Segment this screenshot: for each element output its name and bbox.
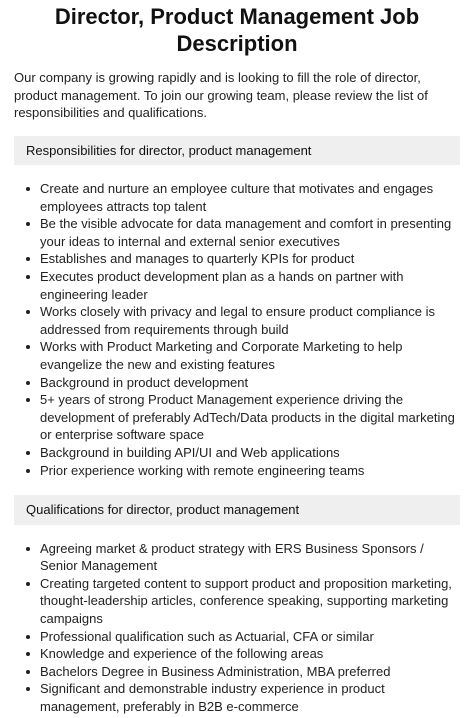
list-item: Background in building API/UI and Web applications [40, 444, 460, 462]
list-item: 5+ years of strong Product Management experience driving the development of preferably AdTech/Data products in the digital marketing or enterprise software space [40, 391, 460, 444]
list-item: Professional qualification such as Actuarial, CFA or similar [40, 628, 460, 646]
list-item: Agreeing market & product strategy with ERS Business Sponsors / Senior Management [40, 540, 460, 575]
list-item: Be the visible advocate for data management and comfort in presenting your ideas to internal and external senior executives [40, 215, 460, 250]
list-item: Works with Product Marketing and Corporate Marketing to help evangelize the new and existing features [40, 338, 460, 373]
list-item: Background in product development [40, 374, 460, 392]
qualifications-heading: Qualifications for director, product management [14, 495, 460, 525]
responsibilities-heading: Responsibilities for director, product management [14, 136, 460, 166]
list-item: Executes product development plan as a hands on partner with engineering leader [40, 268, 460, 303]
intro-paragraph: Our company is growing rapidly and is looking to fill the role of director, product management. To join our growing team, please review the list of responsibilities and qualifications. [14, 70, 428, 120]
list-item: Works closely with privacy and legal to ensure product compliance is addressed from requirements through build [40, 303, 460, 338]
responsibilities-list [14, 180, 460, 479]
list-item: Create and nurture an employee culture that motivates and engages employees attracts top talent [40, 180, 460, 215]
list-item: Establishes and manages to quarterly KPIs for product [40, 250, 460, 268]
list-item: Bachelors Degree in Business Administration, MBA preferred [40, 663, 460, 681]
list-item: Prior experience working with remote engineering teams [40, 462, 460, 480]
list-item: Knowledge and experience of the following areas [40, 645, 460, 663]
page-title: Director, Product Management Job Description [54, 4, 420, 56]
qualifications-list [14, 540, 460, 716]
list-item: Creating targeted content to support product and proposition marketing, thought-leadership articles, conference speaking, supporting marketing campaigns [40, 575, 460, 628]
list-item: Significant and demonstrable industry experience in product management, preferably in B2B e-commerce [40, 680, 460, 715]
